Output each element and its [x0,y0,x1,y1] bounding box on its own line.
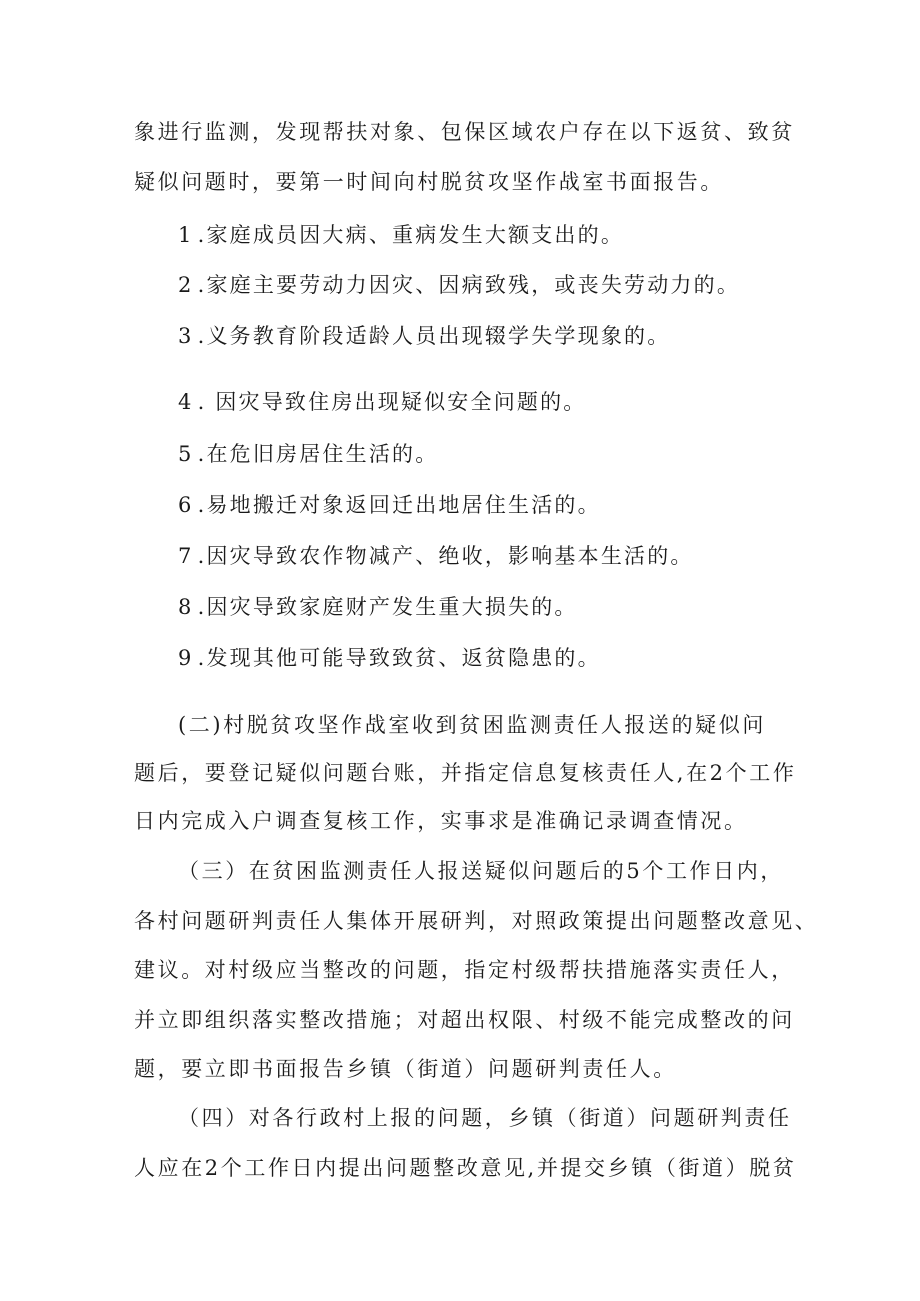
list-item-4 [178,387,587,417]
intro-line-2: 疑似问题时，要第一时间向村脱贫攻坚作战室书面报告。 [134,170,724,194]
intro-line-1: 象进行监测，发现帮扶对象、包保区域农户存在以下返贫、致贫 [134,120,795,144]
section-4-line-1: （四）对各行政村上报的问题，乡镇（街道）问题研判责任 [178,1106,792,1130]
list-item-text: .义务教育阶段适龄人员出现辍学失学现象的。 [197,324,671,348]
list-item-text: .发现其他可能导致致贫、返贫隐患的。 [197,646,601,670]
list-item-number: 8 [178,595,194,619]
list-item-text: . 因灾导致住房出现疑似安全问题的。 [197,390,587,414]
section-3-line-3: 建议。对村级应当整改的问题，指定村级帮扶措施落实责任人， [134,958,795,982]
list-item-text: .在危旧房居住生活的。 [197,442,439,466]
list-item-text: .因灾导致家庭财产发生重大损失的。 [197,595,578,619]
section-3-line-1: （三）在贫困监测责任人报送疑似问题后的5个工作日内， [178,859,784,883]
list-item-text: .家庭主要劳动力因灾、因病致残，或丧失劳动力的。 [197,273,741,297]
list-item-1 [178,220,624,250]
list-item-number: 9 [178,646,194,670]
list-item-9 [178,643,601,673]
list-item-number: 2 [178,273,194,297]
section-2-line-2: 题后，要登记疑似问题台账，并指定信息复核责任人,在2个工作 [134,761,797,785]
section-4-line-2: 人应在2个工作日内提出问题整改意见,并提交乡镇（街道）脱贫 [134,1156,797,1180]
list-item-7 [178,541,694,571]
list-item-number: 4 [178,390,194,414]
list-item-text: .易地搬迁对象返回迁出地居住生活的。 [197,493,601,517]
section-3-line-4: 并立即组织落实整改措施；对超出权限、村级不能完成整改的问 [134,1008,795,1032]
list-item-8 [178,592,578,622]
list-item-6 [178,490,601,520]
section-3-line-2: 各村问题研判责任人集体开展研判，对照政策提出问题整改意见、 [134,909,819,933]
section-3-line-5: 题，要立即书面报告乡镇（街道）问题研判责任人。 [134,1057,677,1081]
list-item-5 [178,439,438,469]
list-item-number: 5 [178,442,194,466]
section-2-line-3: 日内完成入户调查复核工作，实事求是准确记录调查情况。 [134,809,748,833]
list-item-number: 7 [178,544,194,568]
list-item-number: 3 [178,324,194,348]
list-item-text: .因灾导致农作物减产、绝收，影响基本生活的。 [197,544,694,568]
list-item-number: 1 [178,223,194,247]
list-item-number: 6 [178,493,194,517]
list-item-2 [178,270,740,300]
list-item-3 [178,321,670,351]
section-2-line-1: (二)村脱贫攻坚作战室收到贫困监测责任人报送的疑似问 [178,713,766,737]
list-item-text: .家庭成员因大病、重病发生大额支出的。 [197,223,625,247]
